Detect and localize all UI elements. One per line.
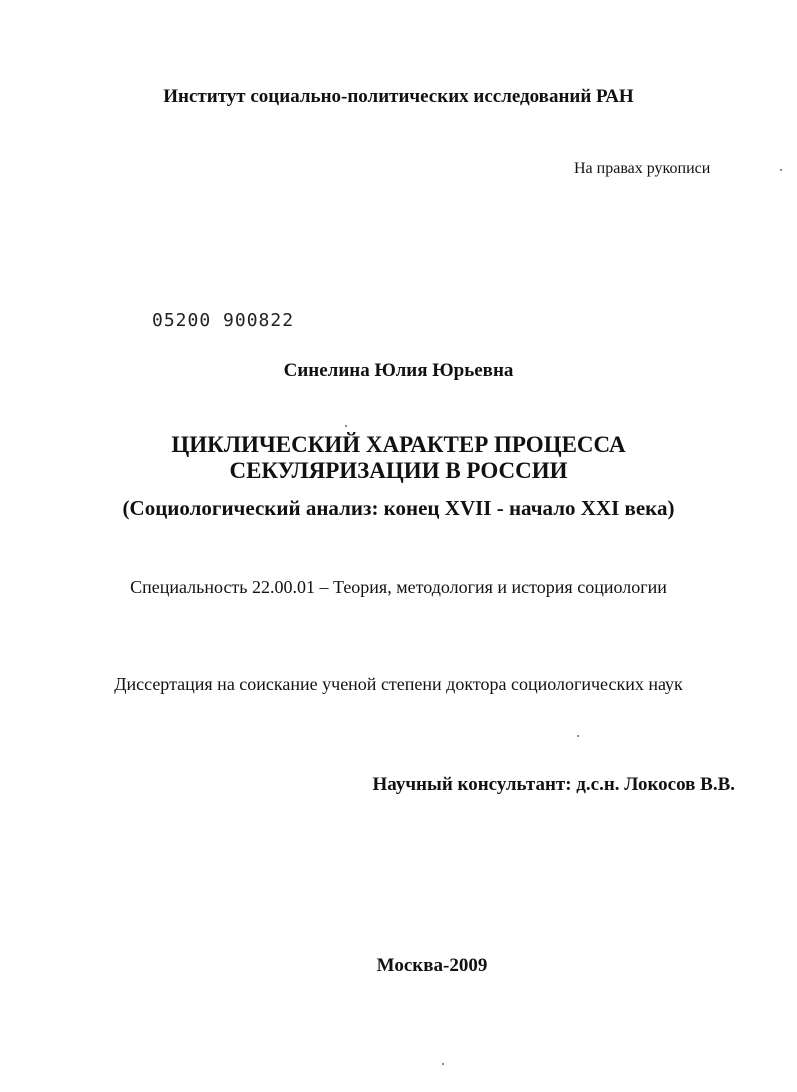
registry-number: 05200 900822	[152, 310, 295, 331]
degree-statement: Диссертация на соискание ученой степени доктора социологических наук	[114, 674, 683, 694]
scan-speck	[780, 169, 782, 171]
scan-speck	[577, 735, 579, 737]
dissertation-title	[0, 432, 797, 484]
city-year: Москва-2009	[376, 955, 488, 976]
dissertation-subtitle: (Социологический анализ: конец XVII - начало XXI века)	[122, 496, 675, 520]
scientific-consultant: Научный консультант: д.с.н. Локосов В.В.	[372, 774, 735, 795]
scan-speck	[345, 425, 347, 427]
manuscript-rights-note: На правах рукописи	[574, 160, 711, 177]
author-name: Синелина Юлия Юрьевна	[283, 360, 514, 381]
title-line-1: ЦИКЛИЧЕСКИЙ ХАРАКТЕР ПРОЦЕССА	[171, 432, 626, 457]
specialty-line: Специальность 22.00.01 – Теория, методология и история социологии	[130, 577, 667, 597]
institute-name: Институт социально-политических исследований РАН	[163, 86, 634, 107]
scan-speck	[442, 1063, 444, 1065]
title-line-2: СЕКУЛЯРИЗАЦИИ В РОССИИ	[229, 458, 568, 483]
